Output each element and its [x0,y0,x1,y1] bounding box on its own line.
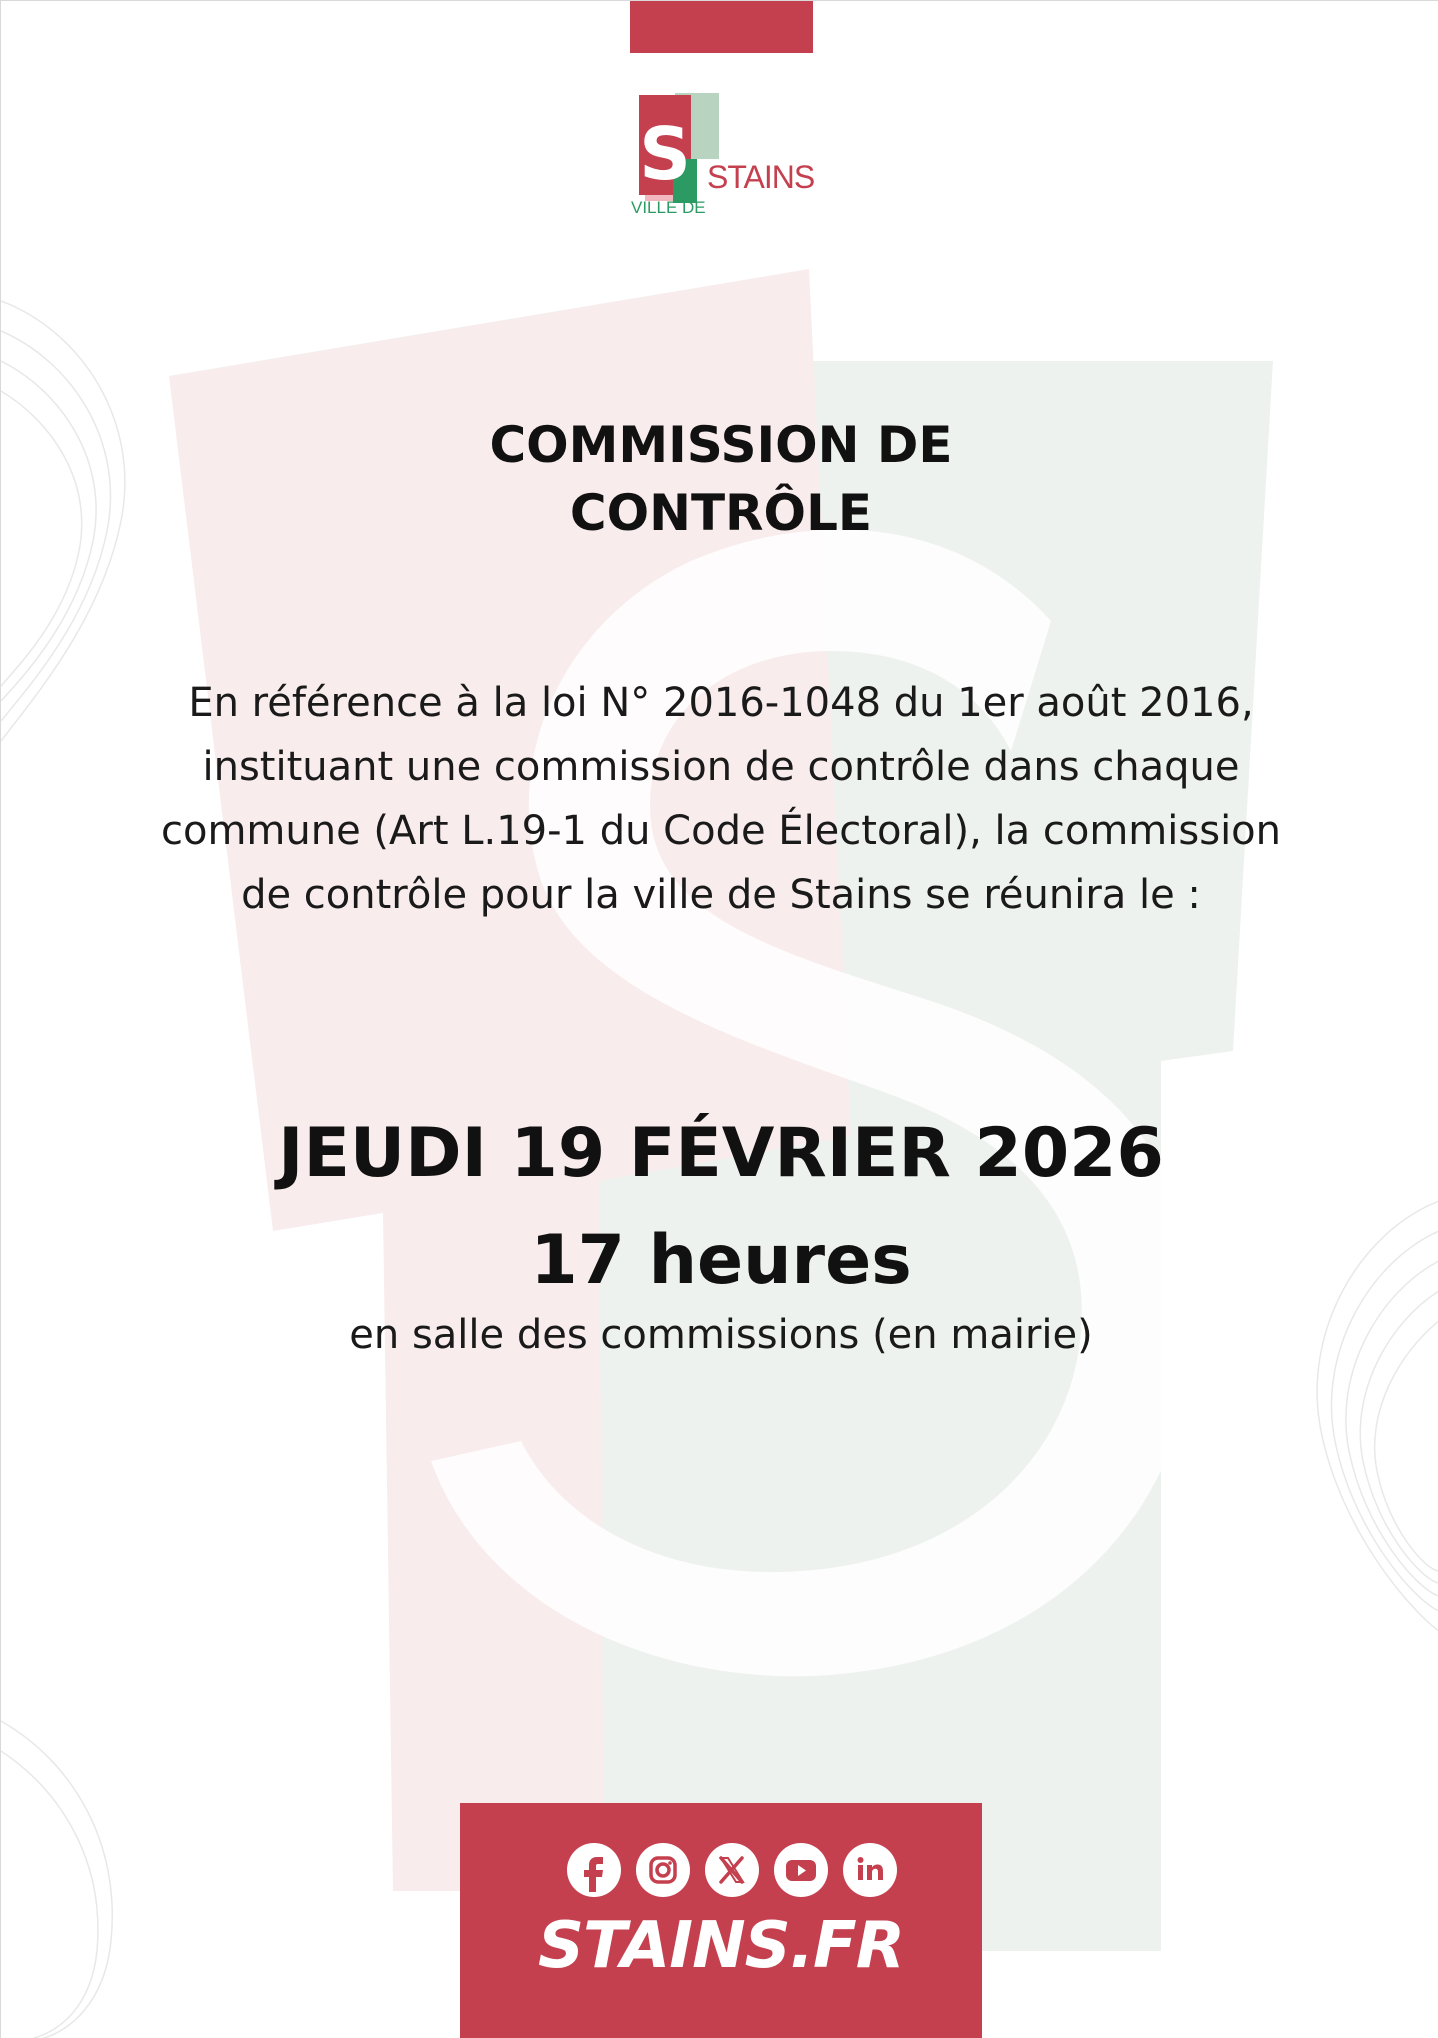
meeting-time: 17 heures [530,1221,912,1300]
svg-text:S: S [639,112,691,196]
intro-line: En référence à la loi N° 2016-1048 du 1er août 2016, [188,680,1254,726]
social-links [567,1843,897,1899]
linkedin-icon[interactable] [843,1843,897,1897]
intro-line: instituant une commission de contrôle dans chaque [202,744,1240,790]
intro-line: commune (Art L.19-1 du Code Électoral), la commission [160,808,1282,854]
logo-stains-text: STAINS [707,159,815,195]
background-art [1,1,1438,2038]
footer-banner [460,1803,982,2038]
logo-ville-de-text: VILLE DE [631,198,706,217]
website-url[interactable]: STAINS.FR [537,1909,905,1983]
title-line: CONTRÔLE [569,484,873,542]
ville-de-stains-logo [629,87,819,223]
title-line: COMMISSION DE [489,416,953,474]
intro-line: de contrôle pour la ville de Stains se réunira le : [241,872,1201,918]
x-icon[interactable] [705,1843,759,1897]
facebook-icon[interactable] [567,1843,621,1897]
instagram-icon[interactable] [636,1843,690,1897]
intro-paragraph [141,671,1301,927]
meeting-location: en salle des commissions (en mairie) [349,1312,1093,1358]
notice-title [361,411,1081,547]
youtube-icon[interactable] [774,1843,828,1897]
meeting-date: JEUDI 19 FÉVRIER 2026 [278,1114,1164,1193]
top-accent-band [630,1,813,53]
